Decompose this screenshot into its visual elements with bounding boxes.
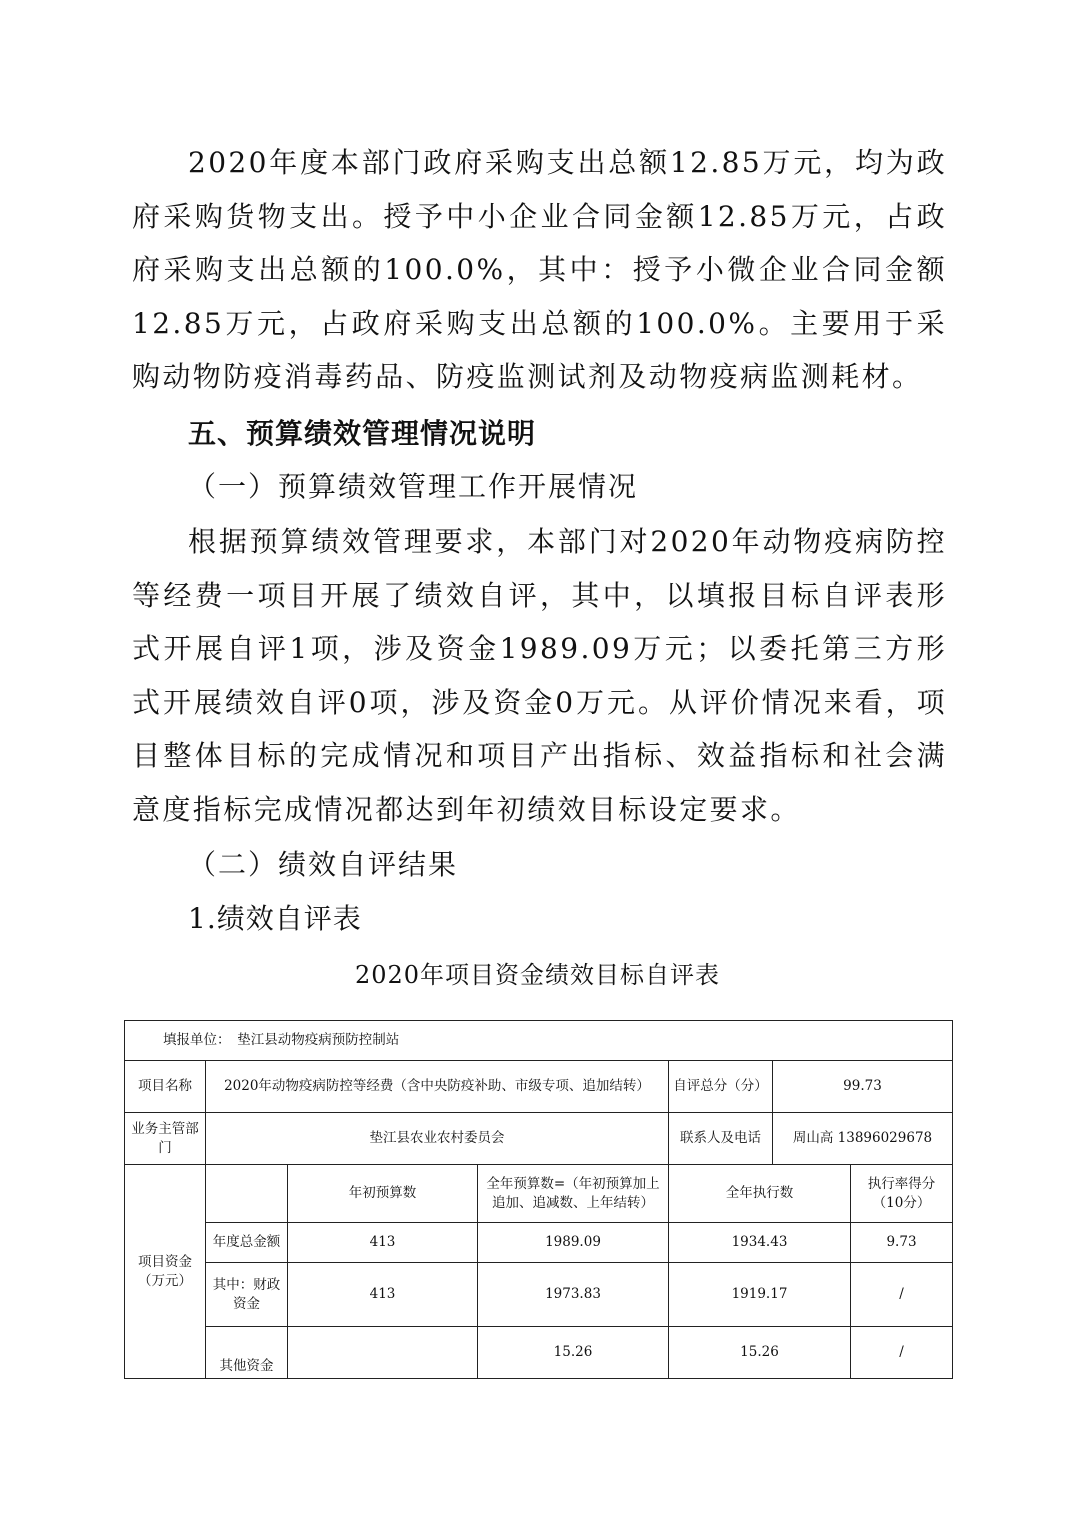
self-evaluation-table — [124, 1020, 953, 1379]
self-score-value: 99.73 — [773, 1061, 953, 1113]
cell-initial — [288, 1327, 478, 1379]
table-row — [125, 1263, 953, 1327]
row-label: 其他资金 — [206, 1327, 288, 1379]
cell-executed: 1934.43 — [669, 1223, 851, 1263]
performance-paragraph: 根据预算绩效管理要求，本部门对2020年动物疫病防控等经费一项目开展了绩效自评，其中，以填报目标自评表形式开展自评1项，涉及资金1989.09万元；以委托第三方形式开展绩效自评0项，涉及资金0万元。从评价情况来看，项目整体目标的完成情况和项目产出指标、效益指标和社会满意度指标完成情况都达到年初绩效目标设定要求。 — [132, 525, 947, 826]
empty-cell — [206, 1165, 288, 1223]
section-heading-five: 五、预算绩效管理情况说明 — [188, 417, 537, 450]
project-name-value: 2020年动物疫病防控等经费（含中央防疫补助、市级专项、追加结转） — [206, 1061, 669, 1113]
table-row — [125, 1223, 953, 1263]
table-row — [125, 1327, 953, 1379]
table-caption: 2020年项目资金绩效目标自评表 — [354, 961, 721, 989]
table-row — [125, 1165, 953, 1223]
col-header-rate-score: 执行率得分（10分） — [851, 1165, 953, 1223]
cell-initial: 413 — [288, 1223, 478, 1263]
table-row — [125, 1021, 953, 1061]
filler-unit-cell: 填报单位： 垫江县动物疫病预防控制站 — [125, 1021, 953, 1061]
subsection-heading-two: （二）绩效自评结果 — [188, 848, 459, 881]
cell-executed: 15.26 — [669, 1327, 851, 1379]
cell-rate-score: / — [851, 1263, 953, 1327]
procurement-paragraph: 2020年度本部门政府采购支出总额12.85万元，均为政府采购货物支出。授予中小企业合同金额12.85万元，占政府采购支出总额的100.0%，其中：授予小微企业合同金额12.85万元，占政府采购支出总额的100.0%。主要用于采购动物防疫消毒药品、防疫监测试剂及动物疫病监测耗材。 — [132, 146, 947, 394]
col-header-executed: 全年执行数 — [669, 1165, 851, 1223]
row-label: 年度总金额 — [206, 1223, 288, 1263]
project-funds-label: 项目资金（万元） — [125, 1165, 206, 1379]
cell-rate-score: / — [851, 1327, 953, 1379]
col-header-initial: 年初预算数 — [288, 1165, 478, 1223]
cell-full-year: 1973.83 — [478, 1263, 669, 1327]
table-row — [125, 1061, 953, 1113]
col-header-full-year: 全年预算数=（年初预算加上追加、追减数、上年结转） — [478, 1165, 669, 1223]
row-label: 其中：财政资金 — [206, 1263, 288, 1327]
contact-value: 周山高 13896029678 — [773, 1113, 953, 1165]
project-name-label: 项目名称 — [125, 1061, 206, 1113]
cell-full-year: 1989.09 — [478, 1223, 669, 1263]
subsection-heading-one: （一）预算绩效管理工作开展情况 — [188, 470, 639, 503]
table-row — [125, 1113, 953, 1165]
department-value: 垫江县农业农村委员会 — [206, 1113, 669, 1165]
cell-full-year: 15.26 — [478, 1327, 669, 1379]
department-label: 业务主管部门 — [125, 1113, 206, 1165]
self-evaluation-table-heading: 1.绩效自评表 — [188, 902, 362, 935]
cell-executed: 1919.17 — [669, 1263, 851, 1327]
self-score-label: 自评总分（分） — [669, 1061, 773, 1113]
cell-initial: 413 — [288, 1263, 478, 1327]
contact-label: 联系人及电话 — [669, 1113, 773, 1165]
cell-rate-score: 9.73 — [851, 1223, 953, 1263]
